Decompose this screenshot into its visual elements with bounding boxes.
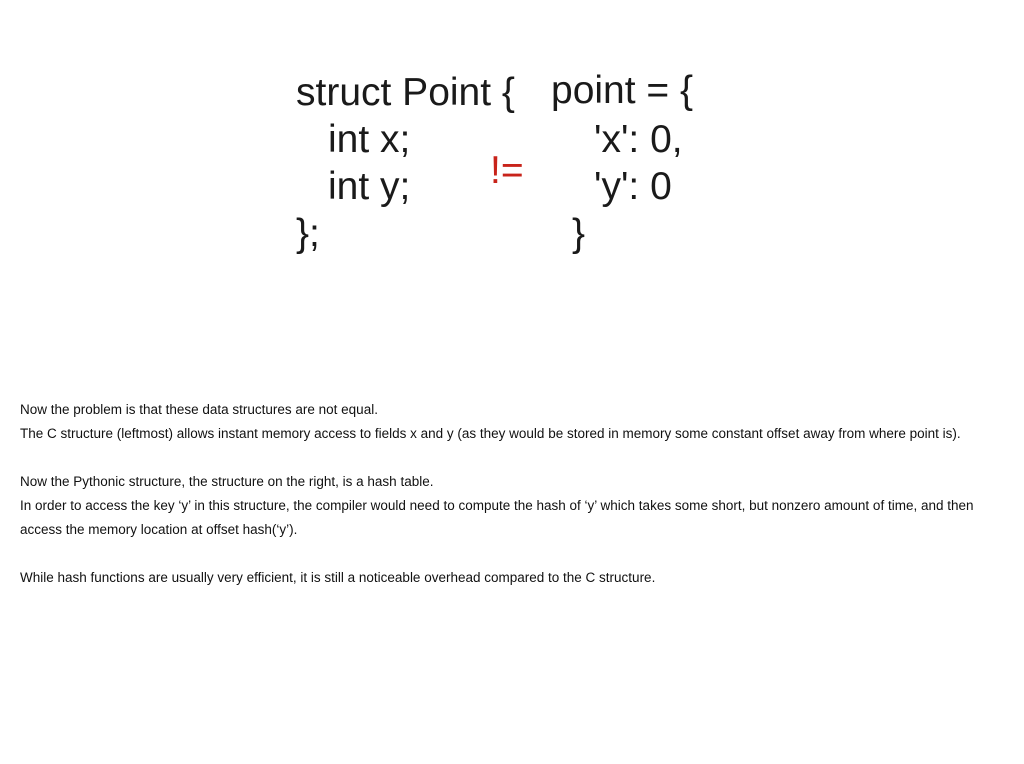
python-dict-line-1: point = { (551, 69, 694, 112)
not-equal-operator: != (490, 149, 524, 192)
c-struct-line-1: struct Point { (296, 71, 515, 114)
notes-paragraph-1: Now the problem is that these data structures are not equal. (20, 402, 378, 417)
notes-paragraph-4: In order to access the key ‘y’ in this structure, the compiler would need to compute the hash of ‘y’ which takes some short, but nonzero amount of time, and then access the memory location at offset hash(‘y’). (20, 498, 974, 537)
c-struct-line-2: int x; (328, 118, 411, 161)
notes-spacer (20, 542, 1005, 566)
notes-paragraph-2: The C structure (leftmost) allows instant memory access to fields x and y (as they would be stored in memory some constant offset away from where point is). (20, 426, 961, 441)
c-struct-line-4: }; (296, 212, 320, 255)
c-struct-line-3: int y; (328, 165, 411, 208)
python-dict-line-4: } (572, 212, 586, 255)
notes-paragraph-5: While hash functions are usually very efficient, it is still a noticeable overhead compared to the C structure. (20, 570, 656, 585)
speaker-notes (20, 398, 1005, 590)
python-dict-line-3: 'y': 0 (594, 165, 672, 208)
notes-paragraph-3: Now the Pythonic structure, the structure on the right, is a hash table. (20, 474, 434, 489)
python-dict-line-2: 'x': 0, (594, 118, 683, 161)
notes-spacer (20, 446, 1005, 470)
